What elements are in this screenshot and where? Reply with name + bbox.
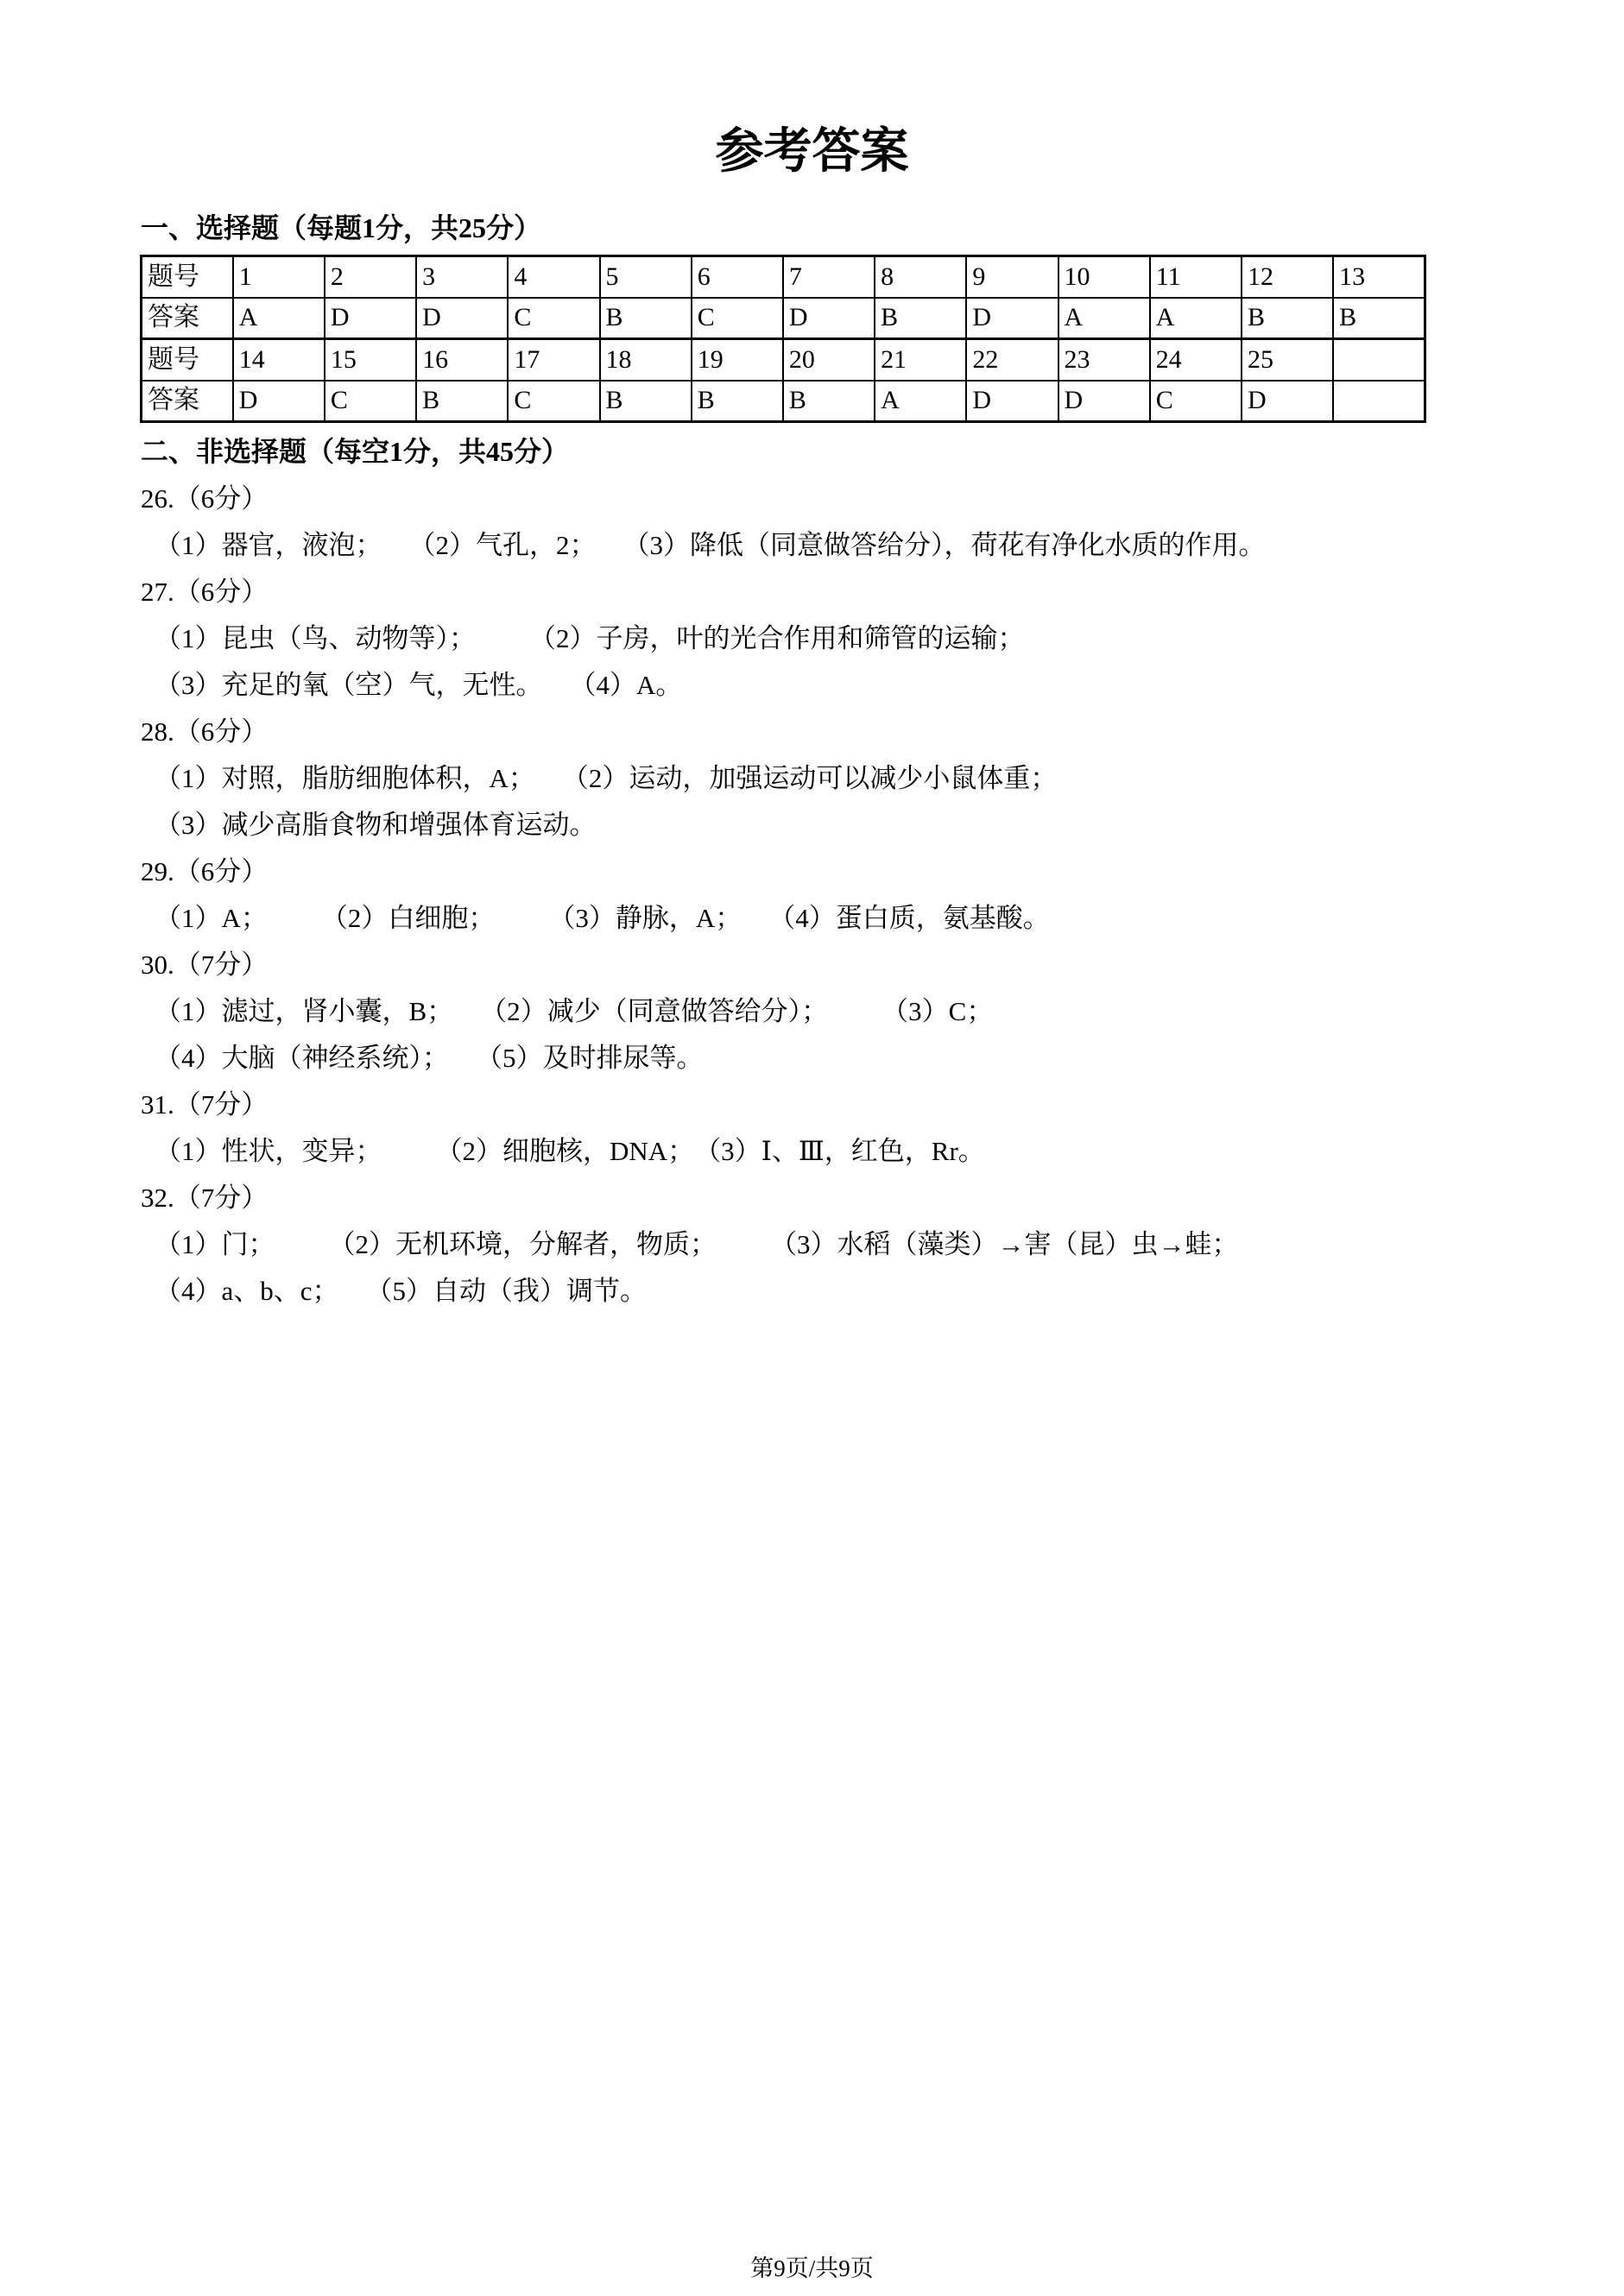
answer-line: （4）大脑（神经系统）； （5）及时排尿等。	[155, 1043, 704, 1073]
table-cell: 4	[508, 256, 599, 298]
answer-line: （1）器官，液泡； （2）气孔，2； （3）降低（同意做答给分），荷花有净化水质的作用。	[155, 530, 1266, 560]
table-cell: 19	[692, 339, 783, 381]
answer-line: （1）对照，脂肪细胞体积，A； （2）运动，加强运动可以减少小鼠体重；	[155, 763, 1058, 793]
table-cell: 17	[508, 339, 599, 381]
table-header-cell: 答案	[142, 381, 233, 422]
answer-line: （4）a、b、c； （5）自动（我）调节。	[155, 1276, 648, 1306]
table-cell: 9	[966, 256, 1058, 298]
table-cell: 10	[1058, 256, 1150, 298]
table-cell: 15	[325, 339, 416, 381]
answer-line: （3）充足的氧（空）气，无性。 （4）A。	[155, 670, 683, 700]
question-number-line: 29.（6分）	[141, 856, 269, 886]
table-cell	[1333, 339, 1425, 381]
table-cell: 7	[783, 256, 875, 298]
question-number-line: 31.（7分）	[141, 1089, 269, 1120]
table-row-question-numbers-2	[142, 339, 1425, 381]
table-header-cell: 答案	[142, 298, 233, 339]
table-cell: B	[875, 298, 966, 339]
question-number-line: 26.（6分）	[141, 483, 269, 514]
section1-heading: 一、选择题（每题1分，共25分）	[141, 212, 542, 243]
table-cell: C	[508, 381, 599, 422]
written-answers-block	[141, 476, 1486, 1315]
multiple-choice-answer-table	[140, 255, 1426, 423]
table-row-answers-1	[142, 298, 1425, 339]
section2-heading: 二、非选择题（每空1分，共45分）	[141, 436, 570, 467]
table-cell: 22	[966, 339, 1058, 381]
answer-line: （1）门； （2）无机环境，分解者，物质； （3）水稻（藻类）→害（昆）虫→蛙；	[155, 1229, 1239, 1259]
table-cell: 13	[1333, 256, 1425, 298]
table-row-question-numbers-1	[142, 256, 1425, 298]
table-cell: 12	[1242, 256, 1333, 298]
table-cell: B	[416, 381, 508, 422]
table-cell: D	[233, 381, 325, 422]
table-cell: 2	[325, 256, 416, 298]
table-cell: 16	[416, 339, 508, 381]
table-cell: B	[692, 381, 783, 422]
table-row-answers-2	[142, 381, 1425, 422]
table-cell: D	[325, 298, 416, 339]
answer-line: （3）减少高脂食物和增强体育运动。	[155, 810, 597, 840]
table-cell: 18	[600, 339, 692, 381]
page-footer: 第9页/共9页	[750, 2255, 874, 2281]
table-cell: A	[1150, 298, 1242, 339]
table-cell: A	[875, 381, 966, 422]
table-cell: A	[233, 298, 325, 339]
table-cell: C	[1150, 381, 1242, 422]
table-cell: 11	[1150, 256, 1242, 298]
table-cell: C	[508, 298, 599, 339]
table-cell: B	[600, 298, 692, 339]
table-cell: D	[966, 298, 1058, 339]
table-cell: B	[1242, 298, 1333, 339]
table-cell: 6	[692, 256, 783, 298]
table-cell: 23	[1058, 339, 1150, 381]
table-cell: A	[1058, 298, 1150, 339]
table-cell: B	[600, 381, 692, 422]
page-content	[0, 211, 1624, 1315]
table-cell: C	[692, 298, 783, 339]
question-number-line: 30.（7分）	[141, 949, 269, 980]
table-cell: 1	[233, 256, 325, 298]
table-cell: D	[416, 298, 508, 339]
question-number-line: 27.（6分）	[141, 577, 269, 607]
question-number-line: 28.（6分）	[141, 716, 269, 747]
table-cell: B	[1333, 298, 1425, 339]
table-cell: 20	[783, 339, 875, 381]
answer-line: （1）滤过，肾小囊，B； （2）减少（同意做答给分）； （3）C；	[155, 996, 994, 1026]
table-cell: 14	[233, 339, 325, 381]
answer-line: （1）昆虫（鸟、动物等）； （2）子房，叶的光合作用和筛管的运输；	[155, 623, 1025, 653]
question-number-line: 32.（7分）	[141, 1183, 269, 1213]
table-cell: 5	[600, 256, 692, 298]
table-cell: 8	[875, 256, 966, 298]
table-cell: C	[325, 381, 416, 422]
table-cell: 25	[1242, 339, 1333, 381]
table-cell	[1333, 381, 1425, 422]
table-cell: B	[783, 381, 875, 422]
table-cell: 21	[875, 339, 966, 381]
page-title: 参考答案	[715, 123, 909, 178]
table-cell: D	[1058, 381, 1150, 422]
table-cell: D	[783, 298, 875, 339]
answer-line: （1）性状，变异； （2）细胞核，DNA； （3）Ⅰ、Ⅲ，红色，Rr。	[155, 1136, 985, 1166]
table-header-cell: 题号	[142, 339, 233, 381]
table-cell: D	[966, 381, 1058, 422]
table-header-cell: 题号	[142, 256, 233, 298]
answer-line: （1）A； （2）白细胞； （3）静脉，A； （4）蛋白质，氨基酸。	[155, 903, 1050, 933]
table-cell: 24	[1150, 339, 1242, 381]
table-cell: 3	[416, 256, 508, 298]
table-cell: D	[1242, 381, 1333, 422]
